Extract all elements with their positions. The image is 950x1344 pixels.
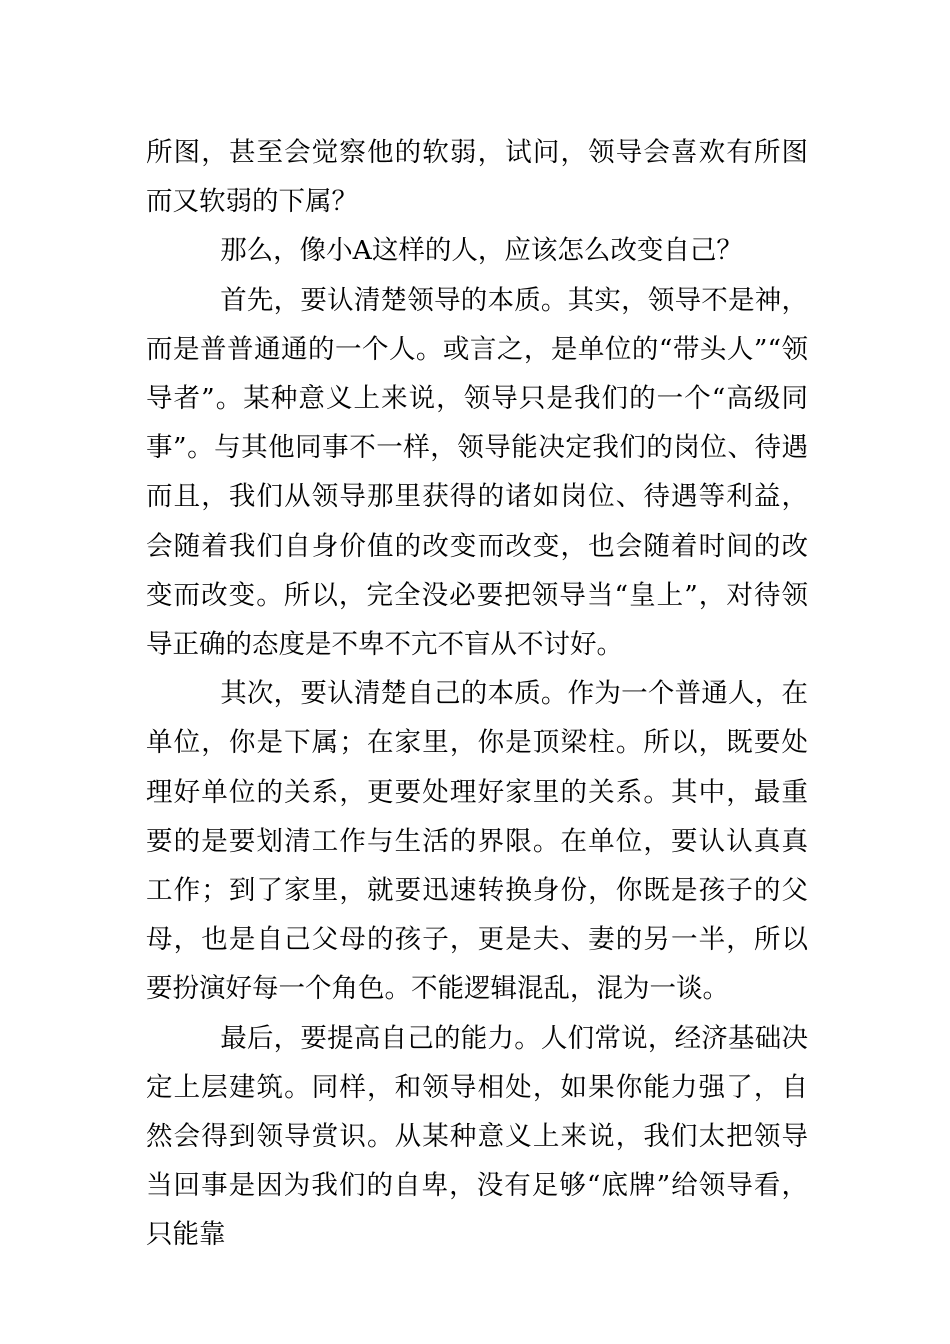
article-body	[146, 128, 808, 1260]
paragraph-first-point: 首先，要认清楚领导的本质。其实，领导不是神，而是普普通通的一个人。或言之，是单位的“带头人”“领导者”。某种意义上来说，领导只是我们的一个“高级同事”。与其他同事不一样，领导能决定我们的岗位、待遇而且，我们从领导那里获得的诸如岗位、待遇等利益，会随着我们自身价值的改变而改变，也会随着时间的改变而改变。所以，完全没必要把领导当“皇上”，对待领导正确的态度是不卑不亢不盲从不讨好。	[146, 284, 808, 661]
paragraph-third-point: 最后，要提高自己的能力。人们常说，经济基础决定上层建筑。同样，和领导相处，如果你能力强了，自然会得到领导赏识。从某种意义上来说，我们太把领导当回事是因为我们的自卑，没有足够“底牌”给领导看，只能靠	[146, 1022, 808, 1251]
paragraph-question: 那么，像小A这样的人，应该怎么改变自己？	[220, 235, 743, 267]
paragraph-continued: 所图，甚至会觉察他的软弱，试问，领导会喜欢有所图而又软弱的下属？	[146, 137, 808, 218]
paragraph-second-point: 其次，要认清楚自己的本质。作为一个普通人，在单位，你是下属；在家里，你是顶梁柱。所以，既要处理好单位的关系，更要处理好家里的关系。其中，最重要的是要划清工作与生活的界限。在单位，要认认真真工作；到了家里，就要迅速转换身份，你既是孩子的父母，也是自己父母的孩子，更是夫、妻的另一半，所以要扮演好每一个角色。不能逻辑混乱，混为一谈。	[146, 678, 808, 1005]
